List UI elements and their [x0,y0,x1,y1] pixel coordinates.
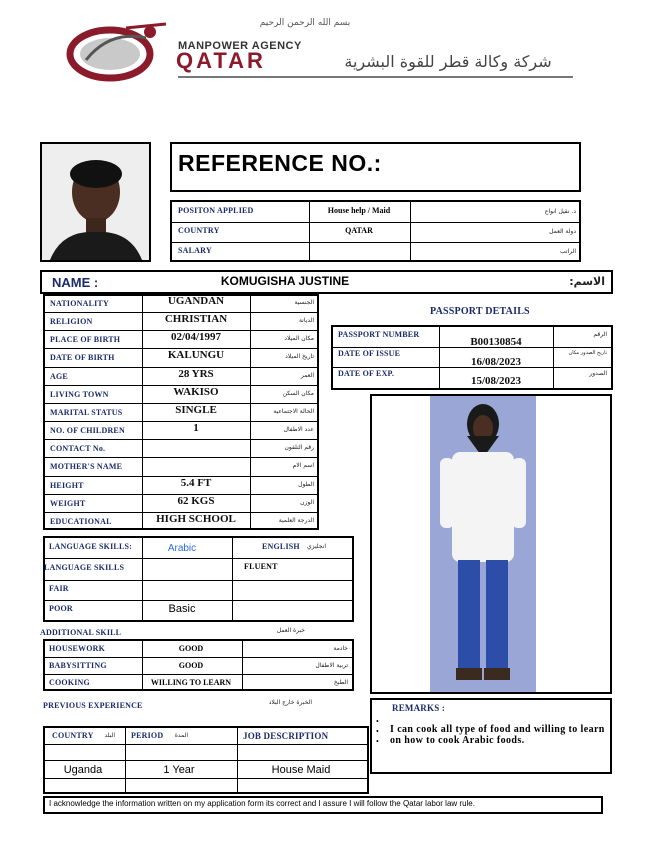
personal-value: UGANDAN [167,295,225,307]
personal-row-divider [43,457,319,458]
personal-value: 5.4 FT [180,476,212,489]
header-rule [178,76,573,78]
skill-cooking-value: WILLING TO LEARN [150,678,232,687]
personal-value: HIGH SCHOOL [156,512,236,525]
header-basmala: بسم الله الرحمن الرحيم [259,18,351,28]
exp-header-period: PERIOD [131,731,164,740]
name-arabic: الاسم: [569,275,605,288]
personal-label: AGE [50,371,68,381]
passport-label-exp: DATE OF EXP. [338,369,395,378]
personal-arabic-label: الوزن [300,498,314,506]
personal-arabic-label: مكان السكن [282,389,314,397]
acknowledgement-text: I acknowledge the information written on my application form its correct and I assure I will follow the Qatar labor law rule. [49,799,475,808]
personal-arabic-label: الطول [298,480,314,488]
passport-value-number: B00130854 [470,336,522,348]
skill-cooking-arabic: الطبخ [333,679,348,686]
applied-label-salary: SALARY [178,246,212,255]
exp-header-period-arabic: المدة [174,732,188,739]
personal-value: KALUNGU [167,349,225,362]
lang-row4-col1: Basic [168,603,196,615]
skill-babysitting-arabic: تربية الاطفال [315,662,348,669]
personal-label: NO. OF CHILDREN [50,426,125,436]
personal-label: WEIGHT [50,498,86,508]
applied-arabic-position: د. نقيل انواع [544,208,576,215]
passport-title: PASSPORT DETAILS [430,306,530,317]
passport-label-issue: DATE OF ISSUE [338,349,401,358]
remarks-title: REMARKS : [392,703,446,713]
skill-babysitting-value: GOOD [178,661,204,670]
applied-arabic-country: دولة العمل [549,228,576,235]
applied-arabic-salary: الراتب [559,248,576,255]
reference-box [170,142,581,192]
name-label: NAME : [52,275,99,290]
personal-arabic-label: مكان الميلاد [284,335,314,343]
additional-title: ADDITIONAL SKILL [40,628,122,637]
passport-arabic-exp: الصدور [589,370,607,377]
personal-label: EDUCATIONAL [50,516,112,526]
additional-arabic: خبرة العمل [276,627,305,634]
passport-label-number: PASSPORT NUMBER [338,330,420,339]
exp-row-country: Uganda [63,764,103,776]
applied-label-country: COUNTRY [178,226,220,235]
personal-arabic-label: الجنسية [294,299,314,306]
skill-housework-label: HOUSEWORK [49,644,106,653]
personal-label: CONTACT No. [50,444,106,454]
personal-arabic-label: الديانة [298,317,314,325]
personal-arabic-label: الحالة الاجتماعية [273,407,314,415]
agency-logo [66,20,176,82]
lang-row4-label: POOR [49,604,73,613]
applied-value-position: House help / Maid [327,206,391,215]
exp-header-country-arabic: البلد [104,732,115,739]
portrait-photo [40,142,151,262]
passport-value-exp: 15/08/2023 [470,375,522,387]
experience-arabic: الخبرة خارج البلاد [268,699,312,706]
experience-title: PREVIOUS EXPERIENCE [43,701,143,710]
passport-arabic-issue: تاريخ الصدور مكان [568,350,607,356]
exp-row-period: 1 Year [163,764,195,776]
skill-babysitting-label: BABYSITTING [49,661,107,670]
personal-value: WAKISO [173,385,219,398]
personal-arabic-label: الدرجة العلمية [278,516,314,524]
exp-header-job: JOB DESCRIPTION [243,731,329,741]
passport-value-issue: 16/08/2023 [470,356,522,368]
exp-header-country: COUNTRY [52,731,94,740]
reference-label: REFERENCE NO.: [178,150,382,176]
skill-housework-arabic: خادمة [333,645,348,652]
remarks-text: I can cook all type of food and willing to learn on how to cook Arabic foods. [390,724,605,746]
personal-value: CHRISTIAN [164,313,228,326]
personal-row-divider [43,439,319,440]
passport-arabic-number: الرقم [593,331,607,338]
agency-small-title: MANPOWER AGENCY [178,40,302,52]
lang-row2-label: LANGUAGE SKILLS [44,563,125,572]
personal-arabic-label: عدد الاطفال [283,426,314,434]
personal-value: 28 YRS [178,367,214,380]
personal-label: MOTHER'S NAME [50,462,123,472]
personal-label: PLACE OF BIRTH [50,335,121,345]
fullbody-photo [430,396,536,692]
name-value: KOMUGISHA JUSTINE [220,274,350,288]
applied-value-country: QATAR [345,226,373,235]
personal-value: 1 [193,422,199,435]
lang-row1-col2-label: ENGLISH [262,542,300,551]
personal-label: DATE OF BIRTH [50,353,115,363]
personal-value: SINGLE [175,403,217,416]
personal-arabic-label: العمر [300,371,314,379]
personal-value: 02/04/1997 [170,331,222,344]
skill-cooking-label: COOKING [49,678,90,687]
personal-arabic-label: اسم الام [292,462,314,470]
personal-label: RELIGION [50,317,93,327]
agency-arabic-title: شركة وكالة قطر للقوة البشرية [344,52,552,71]
remarks-bullets: • • • [376,717,379,746]
lang-row2-col2: FLUENT [244,562,278,571]
personal-arabic-label: رقم التلفون [284,444,314,452]
applied-label-position: POSITON APPLIED [178,206,254,215]
lang-row1-col2-arabic: انجليزي [306,543,326,550]
skill-housework-value: GOOD [178,644,204,653]
personal-arabic-label: تاريخ الميلاد [285,353,314,361]
personal-label: NATIONALITY [50,299,109,308]
agency-big-title: QATAR [176,48,266,73]
lang-row1-col1: Arabic [167,543,197,554]
exp-row-job: House Maid [271,764,331,776]
personal-label: LIVING TOWN [50,389,109,399]
personal-value: 62 KGS [177,494,215,507]
personal-label: HEIGHT [50,480,84,490]
personal-label: MARITAL STATUS [50,407,123,417]
lang-row3-label: FAIR [49,584,69,593]
lang-row1-label: LANGUAGE SKILLS: [49,542,132,551]
